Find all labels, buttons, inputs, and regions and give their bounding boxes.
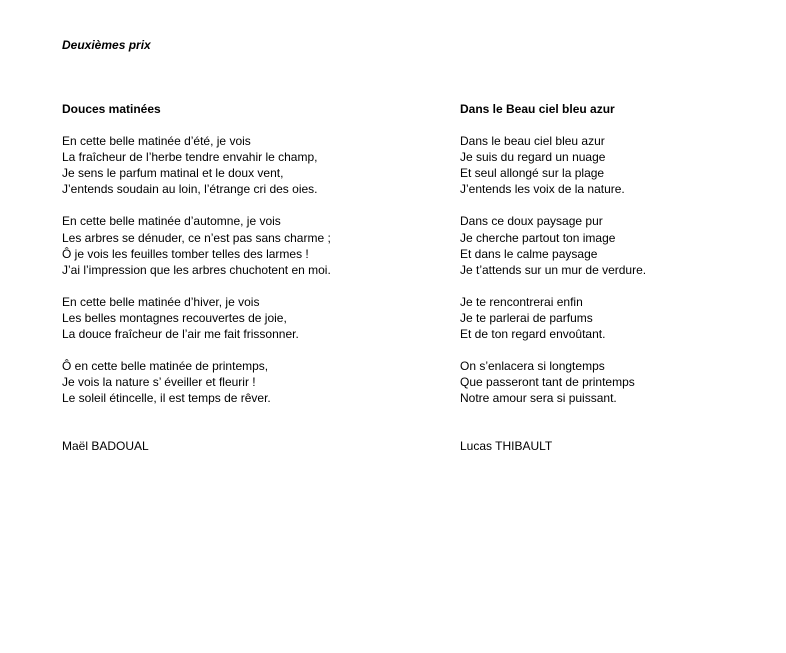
stanza — [62, 358, 382, 406]
stanza — [460, 358, 780, 406]
poem-line: Je t’attends sur un mur de verdure. — [460, 262, 647, 277]
poem-left — [62, 101, 382, 406]
section-heading: Deuxièmes prix — [62, 38, 151, 52]
poem-line: Je vois la nature s’ éveiller et fleurir ! — [62, 375, 256, 390]
poem-line: J’entends les voix de la nature. — [460, 182, 625, 197]
poem-line: Je te parlerai de parfums — [460, 310, 593, 325]
poem-line: Je sens le parfum matinal et le doux vent, — [62, 166, 284, 181]
poem-line: Et dans le calme paysage — [460, 246, 598, 261]
stanza — [62, 133, 382, 197]
poem-line: Que passeront tant de printemps — [460, 375, 635, 390]
poem-line: Ô je vois les feuilles tomber telles des larmes ! — [62, 246, 309, 261]
poem-line: Je cherche partout ton image — [460, 230, 616, 245]
poem-title: Dans le Beau ciel bleu azur — [460, 102, 615, 116]
stanza — [460, 133, 780, 197]
stanza — [460, 294, 780, 342]
poem-line: Dans le beau ciel bleu azur — [460, 134, 605, 149]
poem-line: J’ai l’impression que les arbres chuchotent en moi. — [62, 262, 331, 277]
poem-line: En cette belle matinée d’automne, je vois — [62, 214, 281, 229]
poem-line: J’entends soudain au loin, l’étrange cri des oies. — [62, 182, 318, 197]
author-name-right: Lucas THIBAULT — [460, 439, 553, 453]
poem-line: La fraîcheur de l’herbe tendre envahir le champ, — [62, 150, 318, 165]
poem-line: Et de ton regard envoûtant. — [460, 327, 606, 342]
poem-line: Et seul allongé sur la plage — [460, 166, 605, 181]
poem-line: Dans ce doux paysage pur — [460, 214, 603, 229]
poem-line: Je te rencontrerai enfin — [460, 294, 583, 309]
poem-line: En cette belle matinée d’été, je vois — [62, 134, 251, 149]
stanza — [62, 213, 382, 277]
poem-title: Douces matinées — [62, 102, 161, 116]
author-name-left: Maël BADOUAL — [62, 439, 149, 453]
poem-line: Ô en cette belle matinée de printemps, — [62, 359, 269, 374]
poem-line: Les belles montagnes recouvertes de joie, — [62, 310, 287, 325]
poem-line: Notre amour sera si puissant. — [460, 391, 617, 406]
poem-right — [460, 101, 780, 406]
stanza — [62, 294, 382, 342]
poem-line: On s’enlacera si longtemps — [460, 359, 605, 374]
poem-line: Je suis du regard un nuage — [460, 150, 606, 165]
poem-line: En cette belle matinée d’hiver, je vois — [62, 294, 260, 309]
stanza — [460, 213, 780, 277]
poem-line: Le soleil étincelle, il est temps de rêver. — [62, 391, 271, 406]
poem-line: Les arbres se dénuder, ce n’est pas sans charme ; — [62, 230, 331, 245]
poem-line: La douce fraîcheur de l’air me fait frissonner. — [62, 327, 299, 342]
